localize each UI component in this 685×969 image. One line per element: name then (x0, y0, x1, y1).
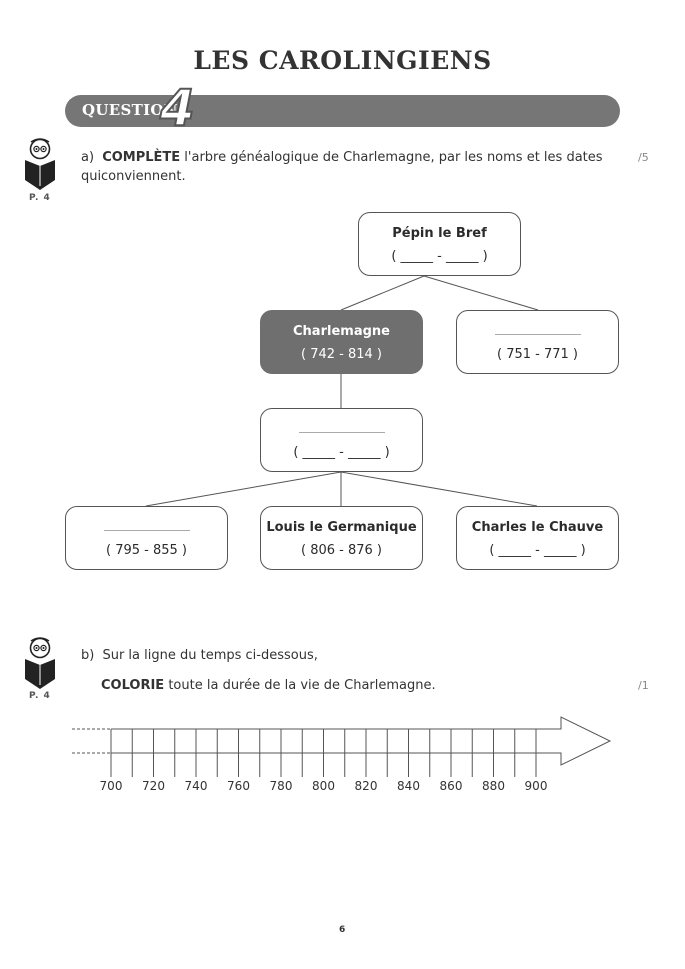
score-a: /5 (638, 151, 649, 164)
box-name: Louis le Germanique (266, 520, 417, 535)
timeline-label: 840 (397, 779, 420, 793)
timeline-label: 720 (142, 779, 165, 793)
timeline-label: 880 (482, 779, 505, 793)
date-blank-field[interactable]: ( _____ - _____ ) (391, 249, 488, 264)
timeline-ticks (111, 729, 536, 777)
timeline-label: 740 (184, 779, 208, 793)
box-name: Charlemagne (293, 324, 390, 339)
instruction-text: Sur la ligne du temps ci-dessous, (102, 648, 318, 663)
box-name: Pépin le Bref (392, 226, 487, 241)
date-blank-field[interactable]: ( _____ - _____ ) (293, 445, 390, 460)
timeline-label: 760 (227, 779, 250, 793)
box-name: Charles le Chauve (471, 520, 604, 535)
question-label: QUESTION (82, 101, 178, 119)
item-letter: a) (81, 150, 95, 165)
score-b: /1 (638, 679, 649, 692)
date-blank-field[interactable]: ( _____ - _____ ) (489, 543, 586, 558)
timeline-label: 780 (269, 779, 293, 793)
box-dates: ( 806 - 876 ) (301, 543, 382, 558)
timeline-arrow (111, 717, 610, 765)
timeline-label: 860 (439, 779, 463, 793)
page-reference: P. 4 (29, 193, 51, 203)
page-reference: P. 4 (29, 691, 51, 701)
item-letter: b) (81, 648, 95, 663)
box-dates: ( 751 - 771 ) (497, 347, 578, 362)
page-number: 6 (339, 925, 346, 935)
box-dates: ( 795 - 855 ) (106, 543, 187, 558)
timeline-label: 800 (312, 779, 335, 793)
timeline-label: 820 (354, 779, 378, 793)
instruction-verb: COMPLÈTE (102, 150, 181, 165)
instruction-text-continued: conviennent. (101, 169, 186, 184)
timeline-label: 700 (99, 779, 123, 793)
timeline-label: 900 (524, 779, 548, 793)
instruction-text: toute la durée de la vie de Charlemagne. (164, 678, 436, 693)
instruction-verb: COLORIE (101, 678, 165, 693)
box-dates: ( 742 - 814 ) (301, 347, 382, 362)
instruction-text: l'arbre généalogique de Charlemagne, par les noms et les dates qui (81, 150, 603, 184)
page-title: LES CAROLINGIENS (193, 46, 492, 75)
question-number: 4 (160, 79, 195, 137)
